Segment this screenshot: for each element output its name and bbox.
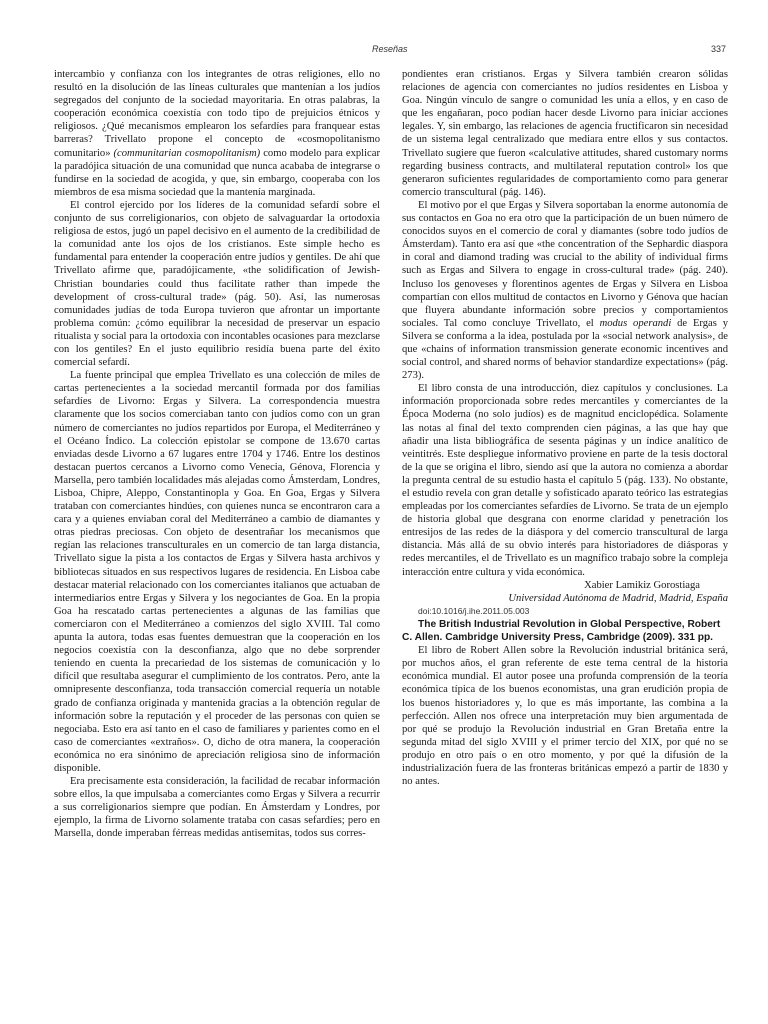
left-column: [54, 68, 380, 841]
right-column: [402, 68, 728, 788]
text-run: de Ergas y Silvera se conforma a la idea, postulada por la «social network analysis», de que «chains of information transmission generate economic incentives and social control, and shared norms of behavior standardize expectations» (pág. 273).: [402, 317, 728, 382]
reviewer-affiliation: Universidad Autónoma de Madrid, Madrid, España: [508, 592, 728, 604]
page-number: 337: [711, 44, 727, 54]
paragraph-continued: pondientes eran cristianos. Ergas y Silvera también crearon sólidas relaciones de agencia con comerciantes no judíos residentes en Lisboa y Goa. Ningún vínculo de sangre o comunidad les unía a ellos, y en caso de que les engañaran, poco podían hacer desde Livorno para iniciar acciones legales. Y, sin embargo, las relaciones de agencia fructificaron sin necesidad de un sistema legal centralizado que mediara entre ellos y sus contactos. Trivellato sugiere que fueron «calculative attitudes, shared customary norms regarding business contracts, and multilateral reputation control» los que generaron suficientes regularidades de comportamiento como para generar comercio transcultural (pág. 146).: [402, 69, 728, 198]
italic-term: (communitarian cosmopolitanism): [113, 147, 261, 159]
paragraph-continued: [54, 68, 380, 199]
text-run: El motivo por el que Ergas y Silvera soportaban la enorme autonomía de sus contactos en Goa no era otro que la participación de un buen número de conocidos suyos en el comercio de coral y diamantes (sobre todo judíos de Ámsterdam). Tanto era así que «the concentration of the Sephardic diaspora in coral and diamond trading was crucial to the ability of individual firms such as Ergas and Silvera to engage in cross-cultural trade» (pág. 240). Incluso los genoveses y florentinos agentes de Ergas y Silvera en Lisboa compartían con ellos multitud de contactos en Livorno y Génova que hacían que fluyera abundante información sobre precios y comportamientos sociales. Tal como concluye Trivellato, el: [402, 199, 728, 329]
paragraph: [402, 199, 728, 382]
paragraph: La fuente principal que emplea Trivellato es una colección de miles de cartas pertenecientes a la sociedad mercantil formada por dos familias sefardíes de Livorno: Ergas y Silvera. La correspondencia muestra claramente que los socios comerciaban tanto con judíos como con un gran número de comerciantes no judíos repartidos por Europa, el Mediterráneo y el Océano Índico. La colección epistolar se compone de 13.670 cartas enviadas desde Livorno a 67 lugares entre 1704 y 1746. Entre los destinos destacan puertos cercanos a Livorno como Venecia, Génova, Florencia y Marsella, pero también localidades más alejadas como Ámsterdam, Londres, Lisboa, Chipre, Aleppo, Constantinopla y Goa. En Goa, Ergas y Silvera trataban con comerciantes hindúes, con quienes nunca se encontraron cara a cara y a quienes enviaban coral del Mediterráneo a cambio de diamantes y otras piedras preciosas. Con objeto de desentrañar los mecanismos que regían las relaciones transculturales en un comercio de tan larga distancia, Trivellato sigue la pista a los contactos de Ergas y Silvera hasta archivos y bibliotecas situados en sus respectivos lugares de residencia. En Lisboa cabe destacar material relacionado con los comerciantes italianos que actuaban de intermediarios entre Ergas y Silvera y los negociantes de Goa. En la propia Goa ha rescatado cartas pertenecientes a algunas de las familias que comerciaron con el Mediterráneo a comienzos del siglo XVIII. Tal como apunta la autora, todas esas fuentes demuestran que la cooperación en los negocios coexistía con la desconfianza, algo que no debe sorprender teniendo en cuenta la precariedad de los sistemas de comunicación y lo difícil que resultaba asegurar el cumplimiento de los contratos. Pero, ante la omnipresente desconfianza, toda transacción comercial requería un notable grado de confianza originada y mantenida gracias a la obtención regular de información sobre la reputación y el proceder de las personas con quien se negociaba. Esto era así tanto en el caso de familiares y parientes como en el caso de comerciantes «extraños». O, dicho de otra manera, la cooperación económica no era sinónimo de apreciación religiosa sino de información disponible.: [54, 370, 380, 774]
paragraph: El libro consta de una introducción, diez capítulos y conclusiones. La información proporcionada sobre redes mercantiles y comerciantes de la Época Moderna (no solo judíos) es de magnitud enciclopédica. Solamente las notas al final del texto comprenden cien páginas, a las que hay que añadir una lista bibliográfica de sesenta páginas y un índice analítico de veintitrés. Este despliegue informativo proviene en parte de la tesis doctoral de la que se origina el libro, siendo así que la autora no comienza a abordar la pregunta central de su estudio hasta el capítulo 5 (pág. 133). No obstante, el estudio revela con gran detalle y sofisticado aparato teórico las estrategias empleadas por los comerciantes sefardíes de Livorno. Se trata de un ejemplo de historia global que desgrana con enorme claridad y penetración los entresijos de las redes de la diáspora y del comercio transcultural de larga distancia. Más allá de su obvio interés para historiadores de diásporas y redes mercantiles, el de Trivellato es un magnífico trabajo sobre la compleja interacción entre cultura y vida económica.: [402, 383, 728, 578]
text-run: como modelo para explicar la paradójica situación de una comunidad que nunca acababa de integrarse o fundirse en la sociedad de acogida, y que, sin embargo, cooperaba con los miembros de esa misma sociedad que la mantenía marginada.: [54, 147, 380, 198]
paragraph: Era precisamente esta consideración, la facilidad de recabar información sobre ellos, la que impulsaba a comerciantes como Ergas y Silvera a recurrir a sus correligionarios siempre que podían. En Ámsterdam y Londres, por ejemplo, la firma de Livorno solamente trataba con casas sefardíes; pero en Marsella, donde imperaban férreas medidas antisemitas, todos sus corres-: [54, 776, 380, 840]
paragraph: El libro de Robert Allen sobre la Revolución industrial británica será, por muchos años, el gran referente de este tema central de la historia económica mundial. El autor posee una profunda comprensión de la teoría económica típica de los buenos economistas, una gran erudición propia de los buenos historiadores y, lo que es más importante, las combina a la perfección. Allen nos ofrece una interpretación muy bien argumentada de por qué se produjo la Revolución industrial en Gran Bretaña entre la segunda mitad del siglo XVIII y el primer tercio del XIX, por qué no se produjo en otro país o en otro momento, y por qué la difusión de la industrialización fuera de las fronteras británicas empezó a partir de 1830 y no antes.: [402, 645, 728, 788]
italic-term: modus operandi: [599, 317, 672, 329]
review-heading: The British Industrial Revolution in Global Perspective, Robert C. Allen. Cambridge University Press, Cambridge (2009). 331 pp.: [402, 618, 721, 644]
running-header: [0, 44, 768, 58]
text-run: intercambio y confianza con los integrantes de otras religiones, ello no resultó en la disolución de las líneas culturales que mantenían a los judíos segregados del conjunto de la sociedad mayoritaria. En otras palabras, la cooperación económica coexistía con todo tipo de prejuicios étnicos y religiosos. ¿Qué mecanismos emplearon los sefardíes para franquear estas barreras? Trivellato propone el concepto de «cosmopolitanismo comunitario»: [54, 69, 380, 159]
paragraph: El control ejercido por los líderes de la comunidad sefardí sobre el conjunto de sus correligionarios, con objeto de salvaguardar la ortodoxia religiosa de estos, jugó un papel decisivo en el aumento de la credibilidad de la comunidad ante los ojos de los cristianos. Este simple hecho es fundamental para entender la cooperación entre judíos y gentiles. De ahí que Trivellato afirme que, paradójicamente, «the solidification of Jewish-Christian boundaries could thus facilitate rather than impede the development of cross-cultural trade» (pág. 50). Así, las numerosas comunidades judías de toda Europa tuvieron que afrontar un importante problema común: ¿cómo equilibrar la necesidad de preservar un espacio ritualista y social para la ortodoxia con incontables ocasiones para mezclarse con los gentiles? En el justo equilibrio residía buena parte del éxito comercial sefardí.: [54, 199, 380, 369]
reviewer-name: Xabier Lamikiz Gorostiaga: [584, 579, 700, 591]
running-title: Reseñas: [372, 44, 408, 54]
doi-reference: doi:10.1016/j.ihe.2011.05.003: [418, 605, 530, 616]
